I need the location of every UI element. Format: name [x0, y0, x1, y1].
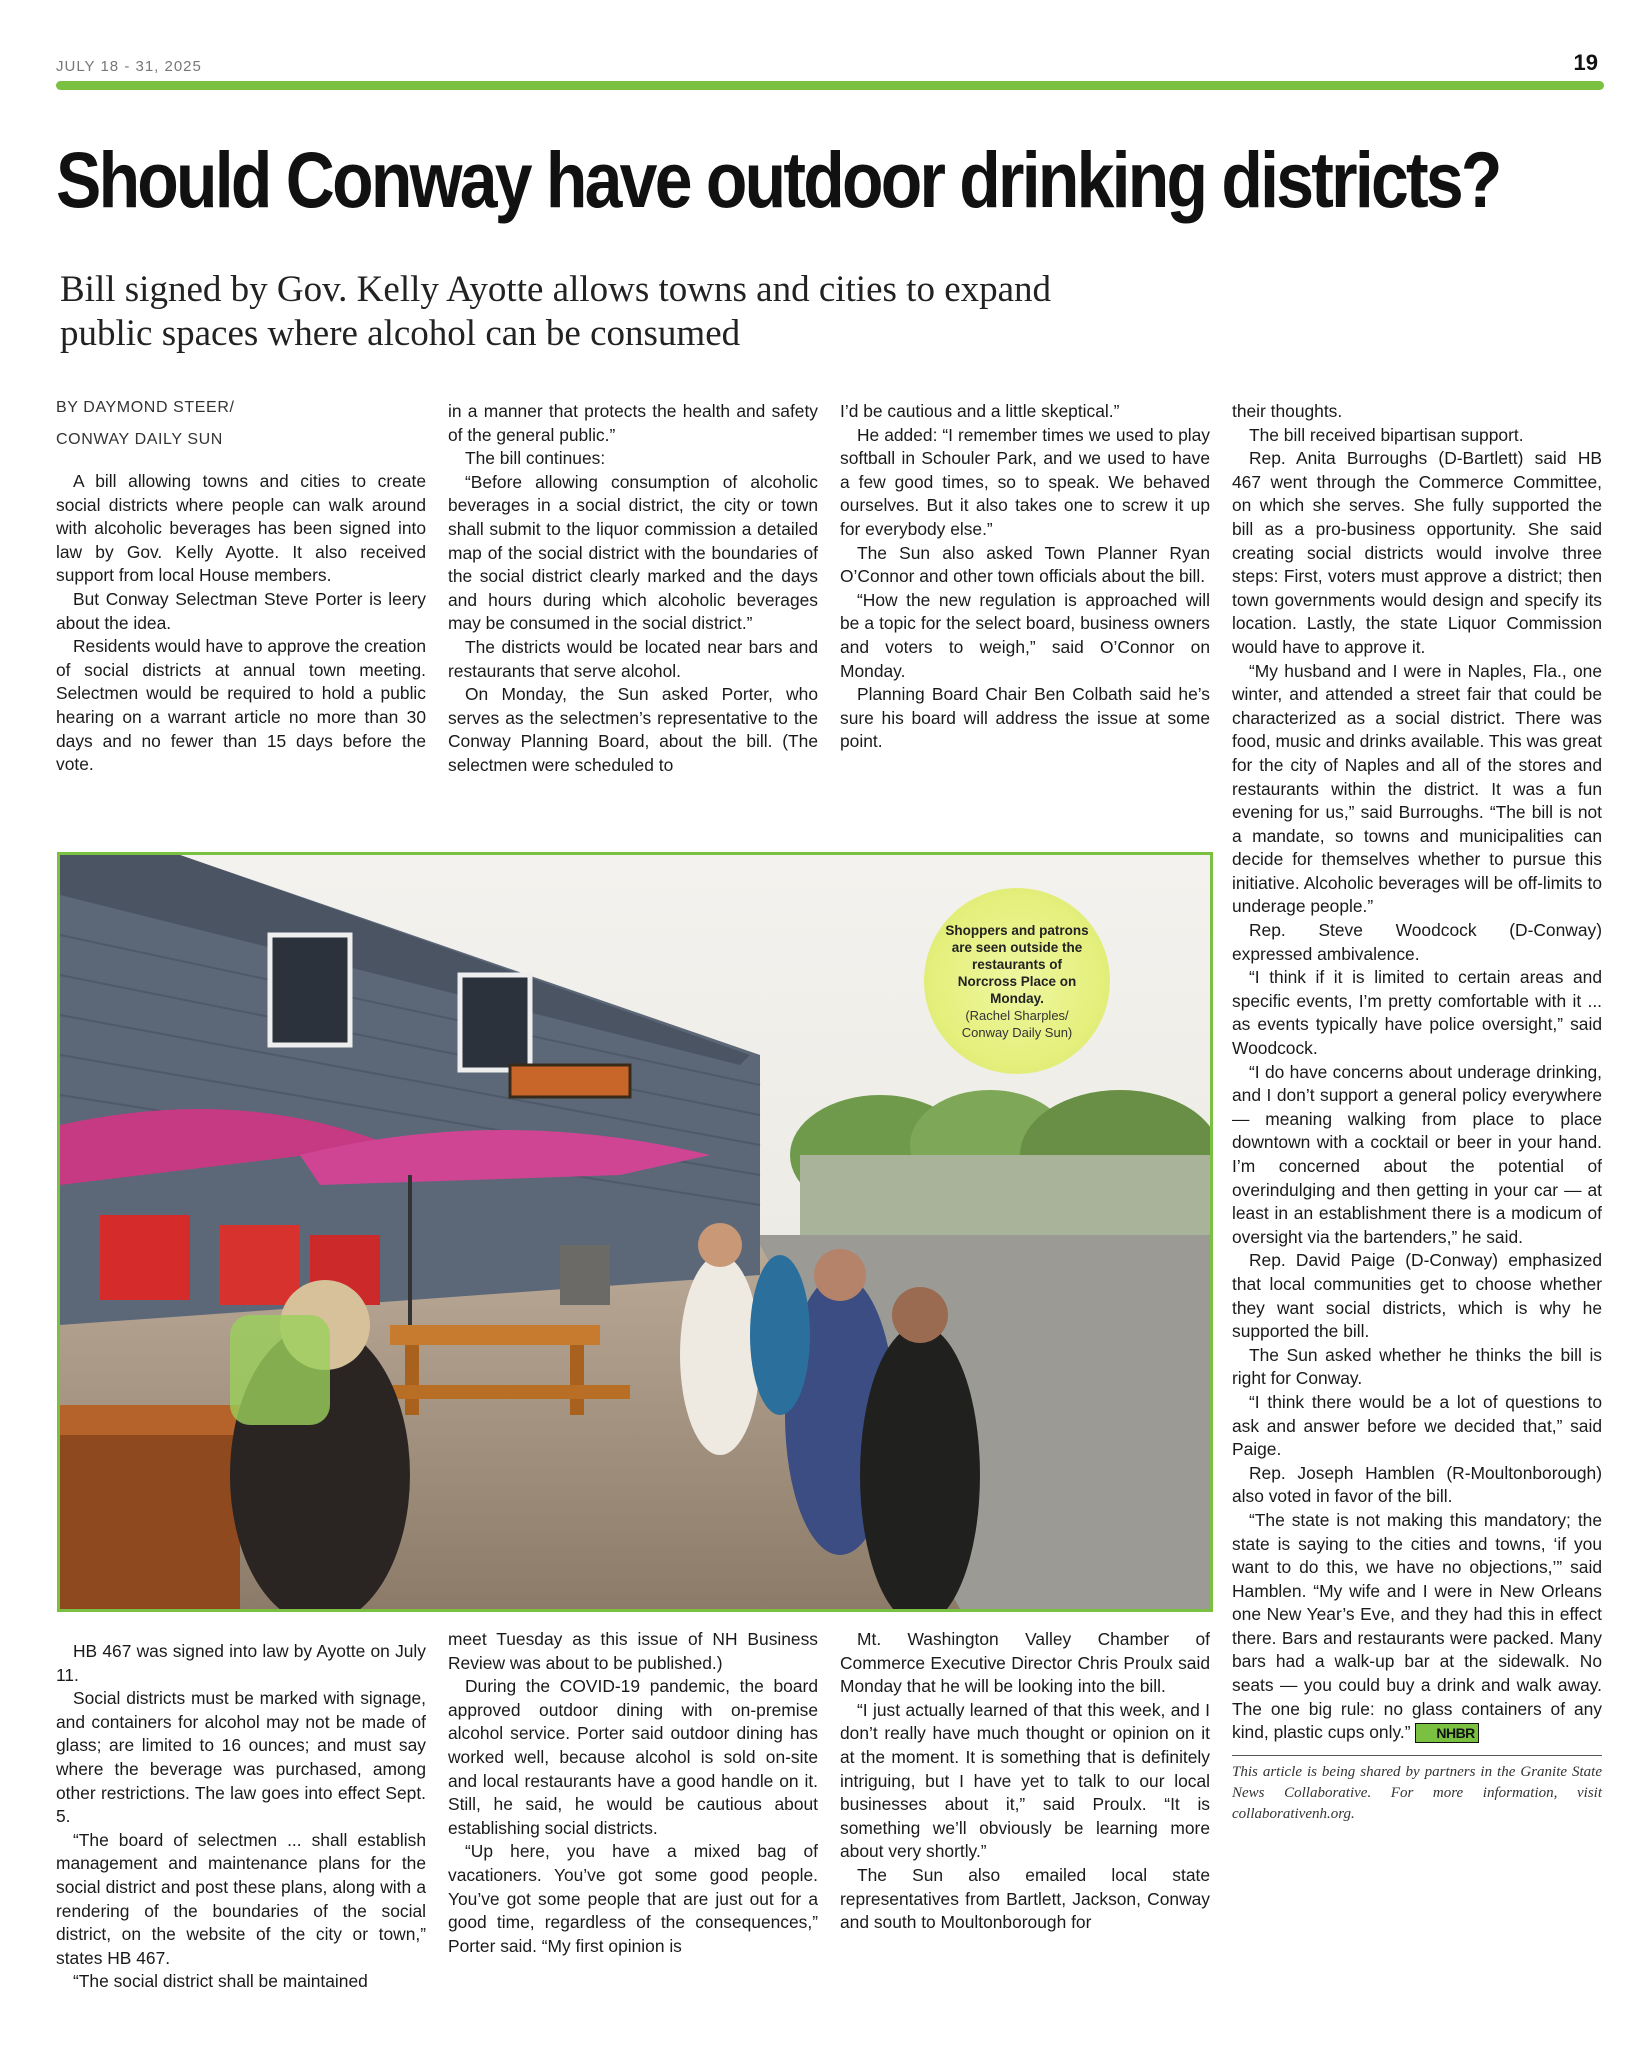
paragraph: meet Tuesday as this issue of NH Business Review was about to be published.): [448, 1629, 818, 1673]
paragraph: “I think if it is limited to certain areas and specific events, I’m pretty comfortable with it ... as events typically have police oversight,” said Woodcock.: [1232, 967, 1602, 1059]
paragraph: On Monday, the Sun asked Porter, who serves as the selectmen’s representative to the Conway Planning Board, about the bill. (The selectmen were scheduled to: [448, 684, 818, 775]
photo-credit: (Rachel Sharples/ Conway Daily Sun): [961, 1007, 1073, 1040]
paragraph: “I just actually learned of that this week, and I don’t really have much thought or opinion on it at the moment. It is something that is definitely intriguing, but I have yet to talk to our local businesses about it,” said Proulx. “It is something we’ll obviously be learning more about very shortly.”: [840, 1699, 1210, 1862]
paragraph: The districts would be located near bars and restaurants that serve alcohol.: [448, 636, 818, 681]
paragraph: The bill continues:: [465, 448, 606, 469]
paragraph: I’d be cautious and a little skeptical.”: [840, 401, 1120, 421]
byline-author: BY DAYMOND STEER/: [56, 399, 235, 416]
paragraph: The Sun also emailed local state representatives from Bartlett, Jackson, Conway and south to Moultonborough for: [840, 1864, 1210, 1933]
caption-text: Shoppers and patrons are seen outside the restaurants of Norcross Place on Monday.: [945, 922, 1089, 1006]
column-3-bottom: [840, 1628, 1210, 1935]
paragraph: “Before allowing consumption of alcoholic beverages in a social district, the city or town shall submit to the liquor commission a detailed map of the social district with the boundaries of the social district clearly marked and the days and hours during which alcoholic beverages may be consumed in the social district.”: [448, 471, 818, 634]
paragraph: Planning Board Chair Ben Colbath said he’s sure his board will address the issue at some point.: [840, 684, 1210, 752]
byline-paper: CONWAY DAILY SUN: [56, 431, 223, 448]
paragraph: But Conway Selectman Steve Porter is leery about the idea.: [56, 588, 426, 633]
column-1-top: [56, 392, 426, 777]
share-note: This article is being shared by partners in the Granite State News Collaborative. For more information, visit collaborativenh.org.: [1232, 1763, 1602, 1822]
paragraph: The Sun also asked Town Planner Ryan O’Connor and other town officials about the bill.: [840, 542, 1210, 587]
paragraph: The Sun asked whether he thinks the bill is right for Conway.: [1232, 1344, 1602, 1389]
paragraph: “I think there would be a lot of questions to ask and answer before we decided that,” said Paige.: [1232, 1391, 1602, 1460]
paragraph: During the COVID-19 pandemic, the board approved outdoor dining with on-premise alcohol service. Porter said outdoor dining has worked well, because alcohol is sold on-site and local restaurants have a good handle on it. Still, he said, he would be cautious about establishing social districts.: [448, 1676, 818, 1838]
subhead: Bill signed by Gov. Kelly Ayotte allows towns and cities to expand public spaces where alcohol can be consumed: [60, 269, 1052, 354]
byline: [56, 392, 426, 456]
paragraph: “Up here, you have a mixed bag of vacationers. You’ve got some good people. You’ve got some people that are just out for a good time, regardless of the consequences,” Porter said. “My first opinion is: [448, 1841, 818, 1956]
headline: Should Conway have outdoor drinking districts?: [56, 135, 1500, 224]
header-rule: [56, 81, 1604, 90]
paragraph: “The board of selectmen ... shall establish management and maintenance plans for the social district and post these plans, along with a rendering of the boundaries of the social district, on the website of the city or town,” states HB 467.: [56, 1829, 426, 1968]
photo-caption: [924, 888, 1110, 1074]
paragraph: Mt. Washington Valley Chamber of Commerce Executive Director Chris Proulx said Monday that he will be looking into the bill.: [840, 1629, 1210, 1697]
column-4: [1232, 400, 1602, 1825]
paragraph: “My husband and I were in Naples, Fla., one winter, and attended a street fair that could be characterized as a social district. There was food, music and drinks available. This was great for the city of Naples and all of the stores and restaurants within the district. It was a fun evening for us,” said Burroughs. “The bill is not a mandate, so towns and municipalities can decide for themselves whether to pursue this initiative. Alcoholic beverages will be off-limits to underage people.”: [1232, 660, 1602, 917]
issue-date: JULY 18 - 31, 2025: [56, 58, 202, 75]
column-3-top: [840, 400, 1210, 754]
paragraph: Rep. David Paige (D-Conway) emphasized that local communities get to choose whether they want social districts, which is why he supported the bill.: [1232, 1250, 1602, 1342]
paragraph: A bill allowing towns and cities to create social districts where people can walk around with alcoholic beverages has been signed into law by Gov. Kelly Ayotte. It also received support from local House members.: [56, 471, 426, 586]
paragraph: [1232, 1509, 1602, 1745]
page-number: 19: [1573, 50, 1598, 75]
paragraph: Rep. Joseph Hamblen (R-Moultonborough) also voted in favor of the bill.: [1232, 1462, 1602, 1507]
paragraph: Residents would have to approve the creation of social districts at annual town meeting. Selectmen would be required to hold a public hearing on a warrant article no more than 30 days and no fewer than 15 days before the vote.: [56, 636, 426, 775]
paragraph: The bill received bipartisan support.: [1249, 424, 1524, 445]
paragraph: “How the new regulation is approached will be a topic for the select board, business owners and voters to weigh,” said O’Connor on Monday.: [840, 589, 1210, 681]
nhbr-end-mark: NHBR: [1415, 1723, 1478, 1743]
paragraph: Social districts must be marked with signage, and containers for alcohol may not be made of glass; are limited to 16 ounces; and must say where the beverage was purchased, among other restrictions. The law goes into effect Sept. 5.: [56, 1688, 426, 1827]
paragraph: “I do have concerns about underage drinking, and I don’t support a general policy everywhere — meaning walking from place to place downtown with a cocktail or beer in your hand. I’m concerned about the potential of overindulging and then getting in your car — at least in an establishment there is a modicum of oversight via the bartenders,” he said.: [1232, 1061, 1602, 1247]
column-2-bottom: [448, 1628, 818, 1958]
paragraph: Rep. Anita Burroughs (D-Bartlett) said HB 467 went through the Commerce Committee, on which she serves. She fully supported the bill as a pro-business opportunity. She said creating social districts would involve three steps: First, voters must approve a district; then town governments would design and specify its location. Lastly, the state Liquor Commission would have to approve it.: [1232, 448, 1602, 657]
paragraph: Rep. Steve Woodcock (D-Conway) expressed ambivalence.: [1232, 920, 1602, 964]
paragraph: HB 467 was signed into law by Ayotte on July 11.: [56, 1641, 426, 1685]
paragraph: in a manner that protects the health and safety of the general public.”: [448, 401, 818, 445]
divider: [1232, 1755, 1602, 1756]
paragraph: their thoughts.: [1232, 401, 1343, 421]
paragraph: “The social district shall be maintained: [73, 1971, 368, 1992]
paragraph: He added: “I remember times we used to play softball in Schouler Park, and we used to have a few good times, so to speak. We behaved ourselves. But it also takes one to screw it up for everybody else.”: [840, 424, 1210, 539]
column-1-bottom: [56, 1640, 426, 1994]
paragraph-text: “The state is not making this mandatory; the state is saying to the cities and towns, ‘if you want to do this, we have no objections,’” said Hamblen. “My wife and I were in New Orleans one New Year’s Eve, and they had this in effect there. Bars and restaurants were packed. Many bars had a walk-up bar at the sidewalk. No seats — you could buy a drink and walk away. The one big rule: no glass containers of any kind, plastic cups only.”: [1232, 1509, 1602, 1743]
column-2-top: [448, 400, 818, 778]
